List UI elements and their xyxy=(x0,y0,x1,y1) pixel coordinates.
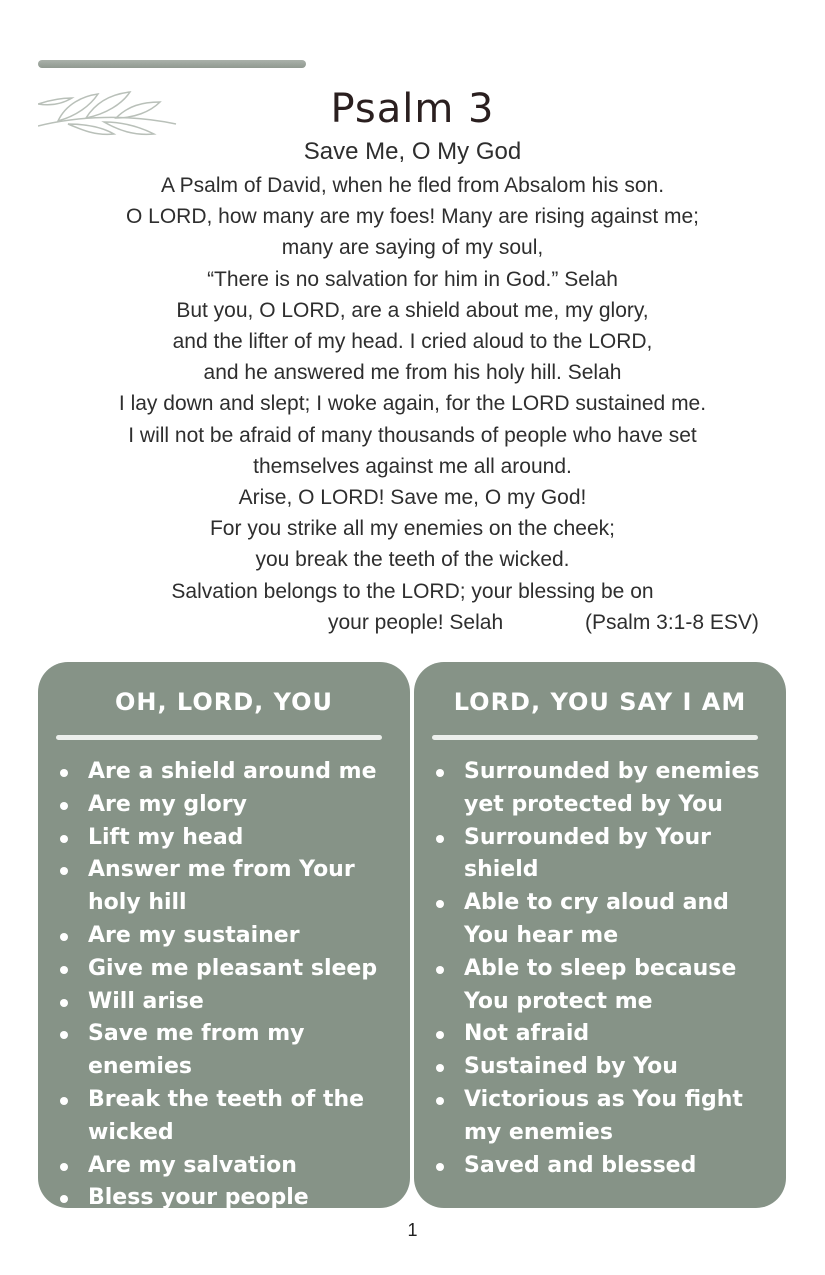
card-title: OH, LORD, YOU xyxy=(114,688,334,716)
identity-list xyxy=(414,756,786,1182)
list-item: Are a shield around me xyxy=(38,756,410,789)
verse-line: Salvation belongs to the LORD; your blessing be on xyxy=(171,579,654,603)
verse-line: and he answered me from his holy hill. Selah xyxy=(203,361,622,385)
page-title: Psalm 3 xyxy=(330,86,495,132)
verse-last-line xyxy=(0,607,825,638)
verse-line: “There is no salvation for him in God.” Selah xyxy=(207,267,618,291)
card-lord-you-say-i-am xyxy=(414,662,786,1208)
list-item: Surrounded by enemies yet protected by You xyxy=(414,756,786,822)
attribute-list xyxy=(38,756,410,1215)
page-number: 1 xyxy=(407,1220,418,1240)
list-item: Able to sleep because You protect me xyxy=(414,953,786,1019)
list-item: Give me pleasant sleep xyxy=(38,953,410,986)
list-item: Surrounded by Your shield xyxy=(414,822,786,888)
verse-line: many are saying of my soul, xyxy=(281,236,544,260)
card-title-underline xyxy=(56,735,382,740)
verse-line: Arise, O LORD! Save me, O my God! xyxy=(238,486,587,510)
list-item: Are my salvation xyxy=(38,1150,410,1183)
list-item: Will arise xyxy=(38,986,410,1019)
list-item: Break the teeth of the wicked xyxy=(38,1084,410,1150)
verse-line: themselves against me all around. xyxy=(253,454,572,478)
list-item: Lift my head xyxy=(38,822,410,855)
list-item: Sustained by You xyxy=(414,1051,786,1084)
list-item: Save me from my enemies xyxy=(38,1018,410,1084)
list-item: Not afraid xyxy=(414,1018,786,1051)
list-item: Are my glory xyxy=(38,789,410,822)
page-subtitle: Save Me, O My God xyxy=(303,138,522,165)
verse-line: But you, O LORD, are a shield about me, my glory, xyxy=(176,298,649,322)
verse-line: A Psalm of David, when he fled from Absalom his son. xyxy=(160,174,665,197)
verse-line: your people! Selah xyxy=(328,610,504,634)
verse-line: you break the teeth of the wicked. xyxy=(255,548,570,572)
verse-line: O LORD, how many are my foes! Many are rising against me; xyxy=(125,205,700,229)
scripture-reference: (Psalm 3:1-8 ESV) xyxy=(585,610,759,634)
card-title: LORD, YOU SAY I AM xyxy=(453,688,747,716)
verse-line: and the lifter of my head. I cried aloud to the LORD, xyxy=(172,330,653,354)
scripture-passage xyxy=(0,170,825,638)
card-title-underline xyxy=(432,735,758,740)
list-item: Able to cry aloud and You hear me xyxy=(414,887,786,953)
verse-line: I lay down and slept; I woke again, for the LORD sustained me. xyxy=(118,392,707,416)
verse-line: For you strike all my enemies on the cheek; xyxy=(209,517,615,541)
card-oh-lord-you xyxy=(38,662,410,1211)
list-item: Saved and blessed xyxy=(414,1150,786,1183)
list-item: Bless your people xyxy=(38,1182,410,1215)
list-item: Victorious as You fight my enemies xyxy=(414,1084,786,1150)
verse-line: I will not be afraid of many thousands of people who have set xyxy=(128,423,697,447)
decorative-brush-rule xyxy=(38,60,306,68)
list-item: Are my sustainer xyxy=(38,920,410,953)
list-item: Answer me from Your holy hill xyxy=(38,854,410,920)
